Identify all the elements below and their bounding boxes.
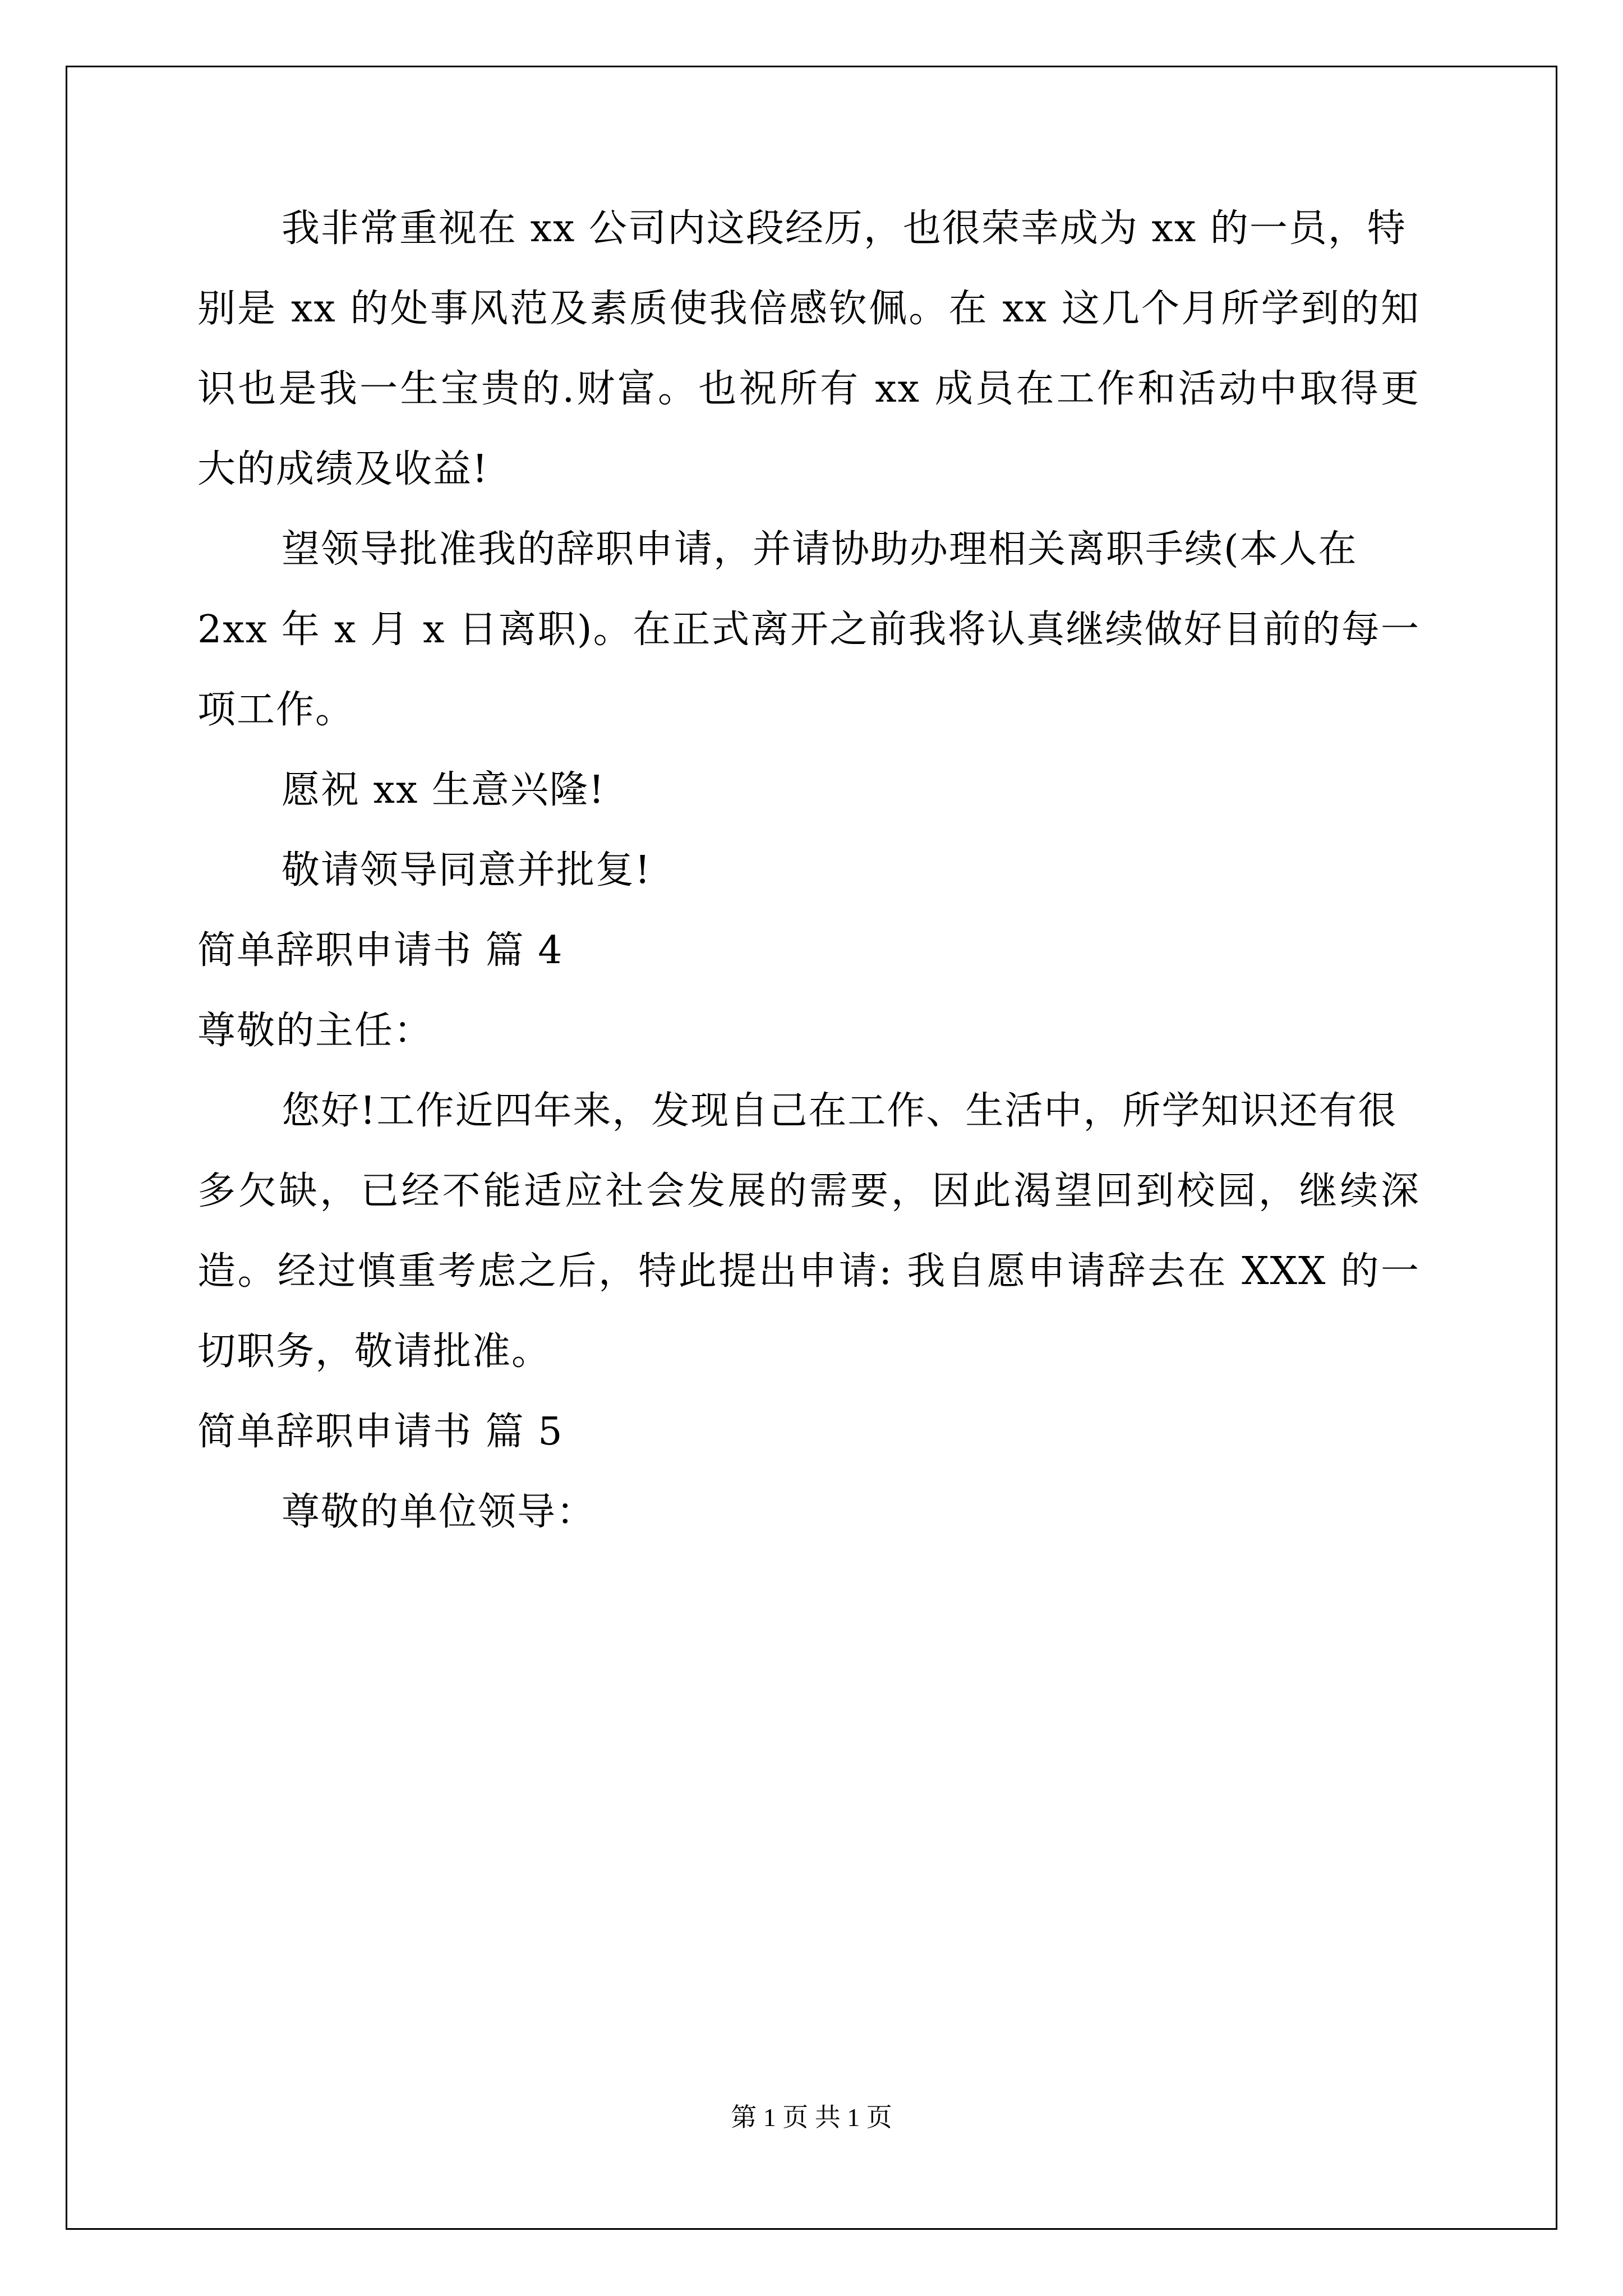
paragraph-line: 多欠缺，已经不能适应社会发展的需要，因此渴望回到校园，继续深 — [197, 1169, 1420, 1213]
section-heading: 简单辞职申请书 篇 5 — [197, 1410, 564, 1454]
paragraph-line: 望领导批准我的辞职申请，并请协助办理相关离职手续(本人在 — [282, 527, 1358, 572]
page-footer: 第 1 页 共 1 页 — [731, 2103, 892, 2132]
paragraph-line: 项工作。 — [197, 688, 355, 732]
salutation: 尊敬的主任： — [197, 1009, 434, 1053]
section-heading: 简单辞职申请书 篇 4 — [197, 928, 564, 973]
salutation: 尊敬的单位领导： — [282, 1490, 596, 1534]
paragraph-line: 我非常重视在 xx 公司内这段经历，也很荣幸成为 xx 的一员，特 — [282, 206, 1407, 251]
paragraph-line: 您好!工作近四年来，发现自己在工作、生活中，所学知识还有很 — [282, 1089, 1398, 1133]
paragraph-line: 别是 xx 的处事风范及素质使我倍感钦佩。在 xx 这几个月所学到的知 — [197, 287, 1420, 331]
paragraph-line: 造。经过慎重考虑之后，特此提出申请: 我自愿申请辞去在 XXX 的一 — [197, 1249, 1420, 1294]
paragraph-line: 大的成绩及收益! — [197, 447, 489, 491]
paragraph-line: 识也是我一生宝贵的.财富。也祝所有 xx 成员在工作和活动中取得更 — [197, 367, 1420, 411]
paragraph-line: 愿祝 xx 生意兴隆! — [282, 768, 606, 812]
paragraph-line: 切职务，敬请批准。 — [197, 1329, 551, 1374]
paragraph-line: 敬请领导同意并批复! — [282, 848, 652, 892]
paragraph-line: 2xx 年 x 月 x 日离职)。在正式离开之前我将认真继续做好目前的每一 — [197, 608, 1420, 652]
